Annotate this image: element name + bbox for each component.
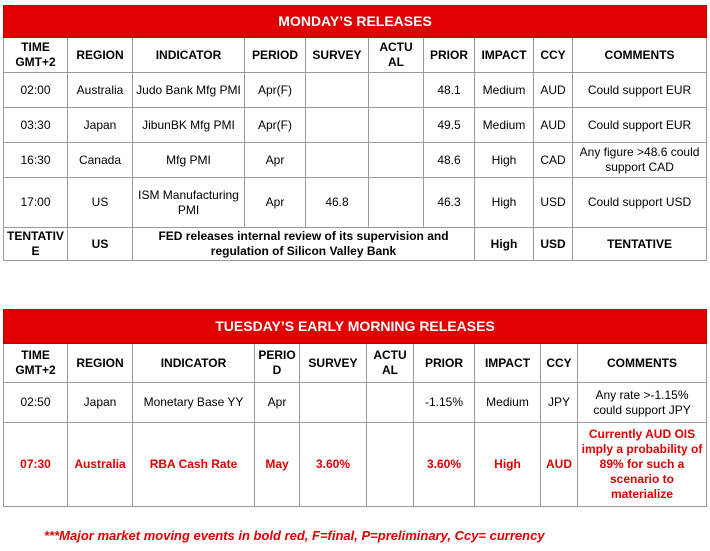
header-ccy: CCY: [541, 344, 578, 383]
cell-indicator: JibunBK Mfg PMI: [133, 108, 245, 143]
cell-indicator: Mfg PMI: [133, 143, 245, 178]
tuesday-header-row: [4, 344, 707, 383]
cell-indicator: RBA Cash Rate: [133, 423, 255, 507]
header-comments: COMMENTS: [573, 38, 707, 73]
cell-period: Apr: [245, 178, 306, 228]
cell-ccy: AUD: [541, 423, 578, 507]
header-indicator: INDICATOR: [133, 344, 255, 383]
header-impact: IMPACT: [475, 344, 541, 383]
header-period: PERIOD: [245, 38, 306, 73]
cell-period: Apr: [245, 143, 306, 178]
cell-region: Japan: [68, 108, 133, 143]
cell-actual: [369, 178, 424, 228]
cell-impact: High: [475, 423, 541, 507]
header-survey: SURVEY: [300, 344, 367, 383]
cell-prior: 3.60%: [414, 423, 475, 507]
cell-impact: High: [475, 143, 534, 178]
cell-comments: Currently AUD OIS imply a probability of 89% for such a scenario to materialize: [578, 423, 707, 507]
cell-time: 07:30: [4, 423, 68, 507]
cell-actual: [369, 108, 424, 143]
cell-impact: Medium: [475, 73, 534, 108]
tentative-event: FED releases internal review of its supervision and regulation of Silicon Valley Bank: [133, 228, 475, 261]
cell-indicator: ISM Manufacturing PMI: [133, 178, 245, 228]
table-row: [4, 73, 707, 108]
cell-indicator: Judo Bank Mfg PMI: [133, 73, 245, 108]
cell-ccy: AUD: [534, 108, 573, 143]
cell-period: Apr(F): [245, 73, 306, 108]
cell-impact: Medium: [475, 383, 541, 423]
cell-comments: Could support USD: [573, 178, 707, 228]
tentative-row: [4, 228, 707, 261]
cell-region: US: [68, 228, 133, 261]
header-time: TIME GMT+2: [4, 344, 68, 383]
monday-releases-table: [3, 5, 707, 261]
cell-survey: 46.8: [306, 178, 369, 228]
cell-actual: [367, 423, 414, 507]
header-prior: PRIOR: [414, 344, 475, 383]
cell-prior: 48.6: [424, 143, 475, 178]
tuesday-releases-table: [3, 309, 707, 507]
cell-actual: [367, 383, 414, 423]
header-impact: IMPACT: [475, 38, 534, 73]
cell-survey: [306, 108, 369, 143]
table-row: [4, 178, 707, 228]
cell-time: 16:30: [4, 143, 68, 178]
cell-indicator: Monetary Base YY: [133, 383, 255, 423]
cell-time: 02:00: [4, 73, 68, 108]
cell-prior: 46.3: [424, 178, 475, 228]
table-row-major: [4, 423, 707, 507]
cell-time: 03:30: [4, 108, 68, 143]
table-row: [4, 383, 707, 423]
cell-time: 17:00: [4, 178, 68, 228]
header-actual: ACTU AL: [369, 38, 424, 73]
cell-ccy: CAD: [534, 143, 573, 178]
cell-comments: Could support EUR: [573, 73, 707, 108]
table-row: [4, 108, 707, 143]
cell-ccy: JPY: [541, 383, 578, 423]
cell-prior: -1.15%: [414, 383, 475, 423]
cell-region: Australia: [68, 73, 133, 108]
cell-survey: [306, 143, 369, 178]
header-actual: ACTU AL: [367, 344, 414, 383]
header-region: REGION: [68, 344, 133, 383]
cell-comments: TENTATIVE: [573, 228, 707, 261]
cell-survey: [306, 73, 369, 108]
cell-region: Australia: [68, 423, 133, 507]
cell-prior: 49.5: [424, 108, 475, 143]
cell-period: May: [255, 423, 300, 507]
cell-comments: Any figure >48.6 could support CAD: [573, 143, 707, 178]
cell-region: US: [68, 178, 133, 228]
cell-survey: 3.60%: [300, 423, 367, 507]
cell-impact: Medium: [475, 108, 534, 143]
footnote: ***Major market moving events in bold red, F=final, P=preliminary, Ccy= currency: [44, 528, 545, 543]
cell-period: Apr(F): [245, 108, 306, 143]
header-comments: COMMENTS: [578, 344, 707, 383]
cell-impact: High: [475, 228, 534, 261]
cell-region: Japan: [68, 383, 133, 423]
header-time: TIME GMT+2: [4, 38, 68, 73]
header-region: REGION: [68, 38, 133, 73]
cell-ccy: USD: [534, 228, 573, 261]
cell-region: Canada: [68, 143, 133, 178]
monday-header-row: [4, 38, 707, 73]
table-row: [4, 143, 707, 178]
header-ccy: CCY: [534, 38, 573, 73]
header-prior: PRIOR: [424, 38, 475, 73]
cell-comments: Could support EUR: [573, 108, 707, 143]
cell-time: 02:50: [4, 383, 68, 423]
cell-time: TENTATIV E: [4, 228, 68, 261]
cell-survey: [300, 383, 367, 423]
cell-period: Apr: [255, 383, 300, 423]
tuesday-title: TUESDAY’S EARLY MORNING RELEASES: [4, 310, 707, 344]
cell-ccy: AUD: [534, 73, 573, 108]
cell-ccy: USD: [534, 178, 573, 228]
cell-actual: [369, 73, 424, 108]
cell-actual: [369, 143, 424, 178]
header-period: PERIO D: [255, 344, 300, 383]
cell-impact: High: [475, 178, 534, 228]
cell-prior: 48.1: [424, 73, 475, 108]
header-indicator: INDICATOR: [133, 38, 245, 73]
cell-comments: Any rate >-1.15% could support JPY: [578, 383, 707, 423]
monday-title: MONDAY’S RELEASES: [4, 6, 707, 38]
header-survey: SURVEY: [306, 38, 369, 73]
